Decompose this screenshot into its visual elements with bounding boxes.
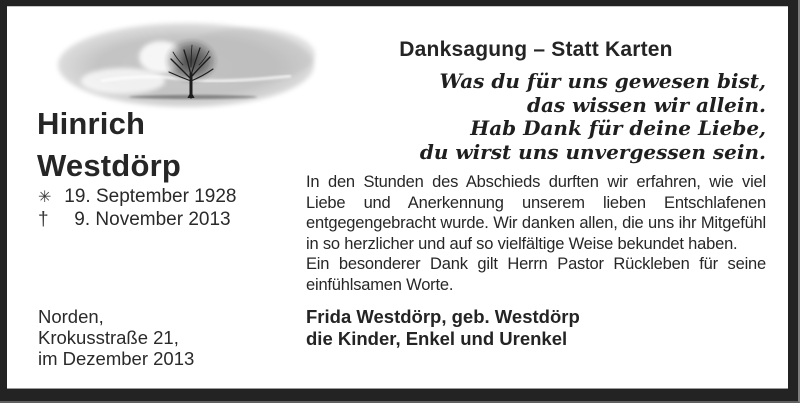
deceased-last-name: Westdörp — [37, 148, 181, 183]
notice-heading: Danksagung – Statt Karten — [399, 38, 673, 61]
address-date: im Dezember 2013 — [38, 348, 195, 369]
address-street: Krokusstraße 21, — [38, 327, 179, 348]
death-date: 9. November 2013 — [74, 208, 231, 230]
memorial-notice-card — [7, 6, 788, 389]
address-town: Norden, — [38, 306, 104, 327]
signature-family: die Kinder, Enkel und Urenkel — [306, 328, 568, 349]
poem-line: du wirst uns unvergessen sein. — [419, 139, 766, 164]
poem-line: das wissen wir allein. — [526, 92, 766, 117]
birth-date-row — [38, 186, 236, 209]
death-dagger-icon: † — [38, 208, 49, 230]
deceased-first-name: Hinrich — [37, 106, 146, 141]
death-date-row — [38, 209, 236, 231]
notice-right-column — [306, 7, 766, 350]
life-dates — [38, 186, 236, 230]
poem-line: Was du für uns gewesen bist, — [439, 69, 766, 93]
pastor-thanks-paragraph: Ein besonderer Dank gilt Herrn Pastor Rückleben für seine einfühlsamen Worte. — [306, 255, 766, 294]
thanks-paragraph: In den Stunden des Abschieds durften wir erfahren, wie viel Liebe und Anerkennung unserem lieben Entschlafenen entgegengebracht wurde. Wir danken allen, die uns ihr Mitgefühl in so herzlicher und auf so vielfältige Weise bekundet haben. — [306, 173, 766, 253]
birth-date: 19. September 1928 — [64, 186, 237, 207]
address-block — [38, 306, 194, 369]
memorial-poem — [306, 70, 766, 164]
deceased-name — [37, 103, 181, 187]
tree-icon — [53, 17, 319, 111]
signature-widow: Frida Westdörp, geb. Westdörp — [306, 306, 580, 327]
birth-star-icon: ✳ — [38, 189, 52, 206]
tree-landscape-icon — [53, 17, 319, 111]
signature-block — [306, 306, 766, 350]
poem-line: Hab Dank für deine Liebe, — [470, 116, 766, 140]
